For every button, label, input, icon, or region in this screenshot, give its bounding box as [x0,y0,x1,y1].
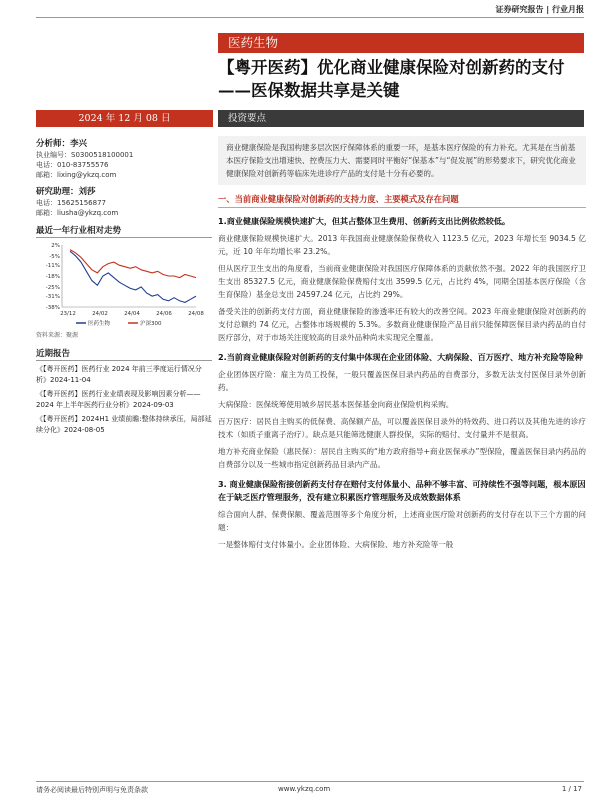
x-tick-label: 24/06 [156,311,172,317]
legend-label: 沪深300 [140,321,162,327]
x-tick-label: 24/04 [124,311,140,317]
recent-reports-list [36,364,212,436]
x-tick-label: 24/02 [92,311,108,317]
chart-source: 资料来源：聚源 [36,332,79,339]
y-tick-label: 2% [51,243,60,249]
page-number: 1 / 17 [561,785,582,793]
body-paragraph: 一是整体赔付支付体量小。企业团体险、大病保险、地方补充险等一般 [218,540,454,549]
body-paragraph: 企业团体医疗险：雇主为员工投保，一般只覆盖医保目录内药品的自费部分，多数无法支付医保目录外创新药。 [218,370,586,392]
industry-section-tag: 医药生物 [218,33,584,53]
analyst-name: 分析师：李兴 [36,139,88,149]
body-paragraph: 大病保险：医保统筹使用城乡居民基本医保基金向商业保险机构采购。 [218,400,454,409]
body-paragraph: 综合面向人群、保费保额、覆盖范围等多个角度分析，上述商业医疗险对创新药的支付存在以下三个方面的问题： [218,510,586,532]
recent-report-item[interactable]: 《【粤开医药】2024H1 业绩前瞻:整体持续承压，局部延续分化》2024-08-05 [36,415,212,434]
left-sidebar [36,137,212,439]
intro-paragraph: 商业健康保险是我国构建多层次医疗保障体系的重要一环，是基本医疗保险的有力补充。尤其是在当前基本医疗保险支出增速快、控费压力大、需要同时平衡好“保基本”与“促发展”的形势要求下，研究优化商业健康保险对创新药等临床先进诊疗产品的支付是十分有必要的。 [218,136,586,185]
footer-divider [36,781,584,782]
y-tick-label: -25% [45,284,60,291]
report-date: 2024 年 12 月 08 日 [36,110,213,127]
y-tick-label: -31% [45,294,60,301]
point-heading-2: 2.当前商业健康保险对创新药的支付集中体现在企业团体险、大病保险、百万医疗、地方补充险等险种 [218,352,583,362]
footer-disclaimer[interactable]: 请务必阅读最后特别声明与免责条款 [36,786,148,794]
body-paragraph: 地方补充商业保险（惠民保）：居民自主购买的“地方政府指导+商业医保承办”型保险，覆盖医保目录内药品的自费部分以及一些城市指定创新药品目录内产品。 [218,447,586,469]
body-paragraph: 备受关注的创新药支付方面，商业健康保险的渗透率还有较大的改善空间。2023 年商业健康保险对创新药的支付总额约 74 亿元，占整体市场规模的 5.3%。多数商业健康保险产品目前只能保障医保目录内药品的自付医疗部分，对于市场关注度较高的目录外品种尚未实现完全覆盖。 [218,307,586,342]
assistant-block [36,185,212,218]
x-tick-label: 23/12 [60,311,76,317]
report-type-tag: 证券研究报告 | 行业月报 [495,5,584,14]
chart-heading: 最近一年行业相对走势 [36,224,212,238]
assistant-name: 研究助理：刘莎 [36,187,96,197]
legend-label: 医药生物 [88,321,111,327]
top-divider [36,17,584,18]
analyst-email[interactable]: 邮箱：lixing@ykzq.com [36,171,117,179]
series-line-hs300 [70,250,196,278]
y-tick-label: -5% [49,253,60,260]
y-tick-label: -11% [45,263,60,270]
key-points-label: 投资要点 [218,110,584,127]
trend-chart-svg [36,241,212,329]
footer-website[interactable]: www.ykzq.com [278,785,331,793]
analyst-block [36,137,212,180]
y-tick-label: -18% [45,274,60,280]
assistant-email[interactable]: 邮箱：liusha@ykzq.com [36,209,119,217]
report-title: 【粤开医药】优化商业健康保险对创新药的支付——医保数据共享是关键 [218,58,565,100]
recent-reports-heading: 近期报告 [36,347,212,361]
recent-report-item[interactable]: 《【粤开医药】医药行业 2024 年前三季度运行情况分析》2024-11-04 [36,365,202,384]
point-heading-1: 1.商业健康保险规模快速扩大，但其占整体卫生费用、创新药支出比例依然较低。 [218,216,510,226]
y-tick-label: -38% [45,305,60,311]
assistant-phone: 电话：15625156877 [36,199,106,207]
relative-trend-chart [36,241,212,329]
section-heading-1: 一、当前商业健康保险对创新药的支持力度、主要模式及存在问题 [218,190,586,208]
x-tick-label: 24/08 [188,311,204,317]
analyst-phone: 电话：010-83755576 [36,161,109,169]
body-paragraph: 商业健康保险规模快速扩大。2013 年我国商业健康保险保费收入 1123.5 亿元，2023 年增长至 9034.5 亿元，近 10 年年均增长率 23.2%。 [218,234,586,256]
main-content [218,136,586,551]
body-paragraph: 百万医疗：居民自主购买的低保费、高保额产品，可以覆盖医保目录外的特效药、进口药以及其他先进的诊疗技术（如质子重离子治疗）。缺点是只能筛选健康人群投保，实际的赔付、支付量并不是很高。 [218,417,586,439]
recent-report-item[interactable]: 《【粤开医药】医药行业业绩表现及影响因素分析——2024 年上半年医药行业分析》2024-09-03 [36,390,201,409]
point-heading-3: 3. 商业健康保险衔接创新药支付存在赔付支付体量小、品种不够丰富、可持续性不强等问题，根本原因在于缺乏医疗管理服务，没有建立积累医疗管理服务及成效数据体系 [218,479,586,502]
body-paragraph: 但从医疗卫生支出的角度看，当前商业健康保险对我国医疗保障体系的贡献依然不强。2022 年的我国医疗卫生支出 85327.5 亿元，商业健康保险保费赔付支出 3599.5 亿元，占比约 4%，同期全国基本医疗保险（含生育保险）基金总支出 24597.24 亿元，占比约 29%。 [218,264,586,299]
analyst-cert: 执业编号：S0300518100001 [36,151,134,159]
